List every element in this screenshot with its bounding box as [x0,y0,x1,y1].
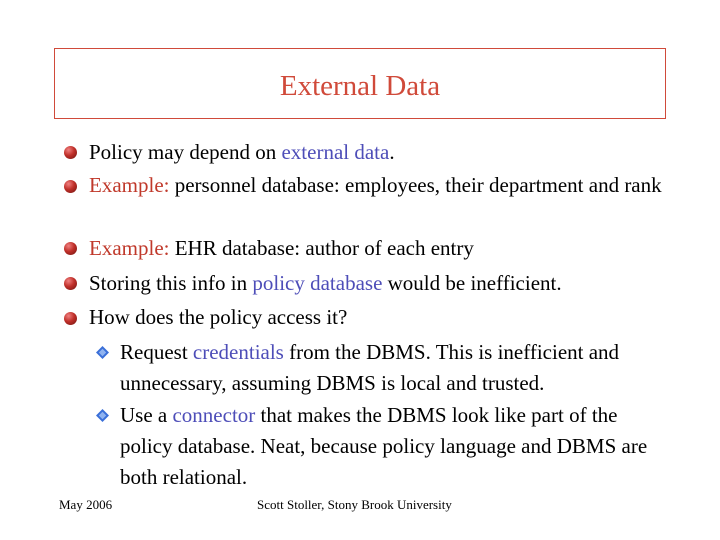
red-sphere-bullet-icon [64,277,77,290]
bullet-3 [89,233,689,264]
red-sphere-bullet-icon [64,180,77,193]
red-sphere-bullet-icon [64,242,77,255]
sub-bullet-2 [120,400,665,493]
bullet-5-text: How does the policy access it? [89,305,348,329]
blue-diamond-bullet-icon [96,409,109,422]
footer-author: Scott Stoller, Stony Brook University [257,497,452,512]
sub-bullet-2-text: Use a [120,403,173,427]
bullet-3-text: EHR database: author of each entry [169,236,474,260]
bullet-1-text: Policy may depend on [89,140,282,164]
bullet-1-tail: . [389,140,395,164]
red-sphere-bullet-icon [64,146,77,159]
sub-bullet-1-tail: from the DBMS. This is inefficient and unnecessary, assuming DBMS is local and trusted. [120,340,620,395]
red-sphere-bullet-icon [64,312,77,325]
sub-bullet-2-tail: that makes the DBMS look like part of the policy database. Neat, because policy language and DBMS are both relational. [120,403,648,489]
sub-bullet-1-highlight: credentials [192,340,284,364]
sub-bullet-1-text: Request [120,340,193,364]
bullet-4 [89,268,689,299]
bullet-3-label: Example: [89,236,170,260]
bullet-2 [89,170,669,201]
sub-bullet-2-highlight: connector [172,403,256,427]
bullet-5 [89,302,689,333]
footer-date: May 2006 [59,497,113,512]
blue-diamond-bullet-icon [96,346,109,359]
bullet-4-highlight: policy database [252,271,383,295]
bullet-2-label: Example: [89,173,170,197]
slide-title: External Data [279,70,441,102]
bullet-4-text: Storing this info in [89,271,253,295]
bullet-2-text: personnel database: employees, their department and rank [169,173,662,197]
bullet-1-highlight: external data [281,140,390,164]
bullet-1 [89,137,689,168]
sub-bullet-1 [120,337,665,399]
bullet-4-tail: would be inefficient. [382,271,562,295]
